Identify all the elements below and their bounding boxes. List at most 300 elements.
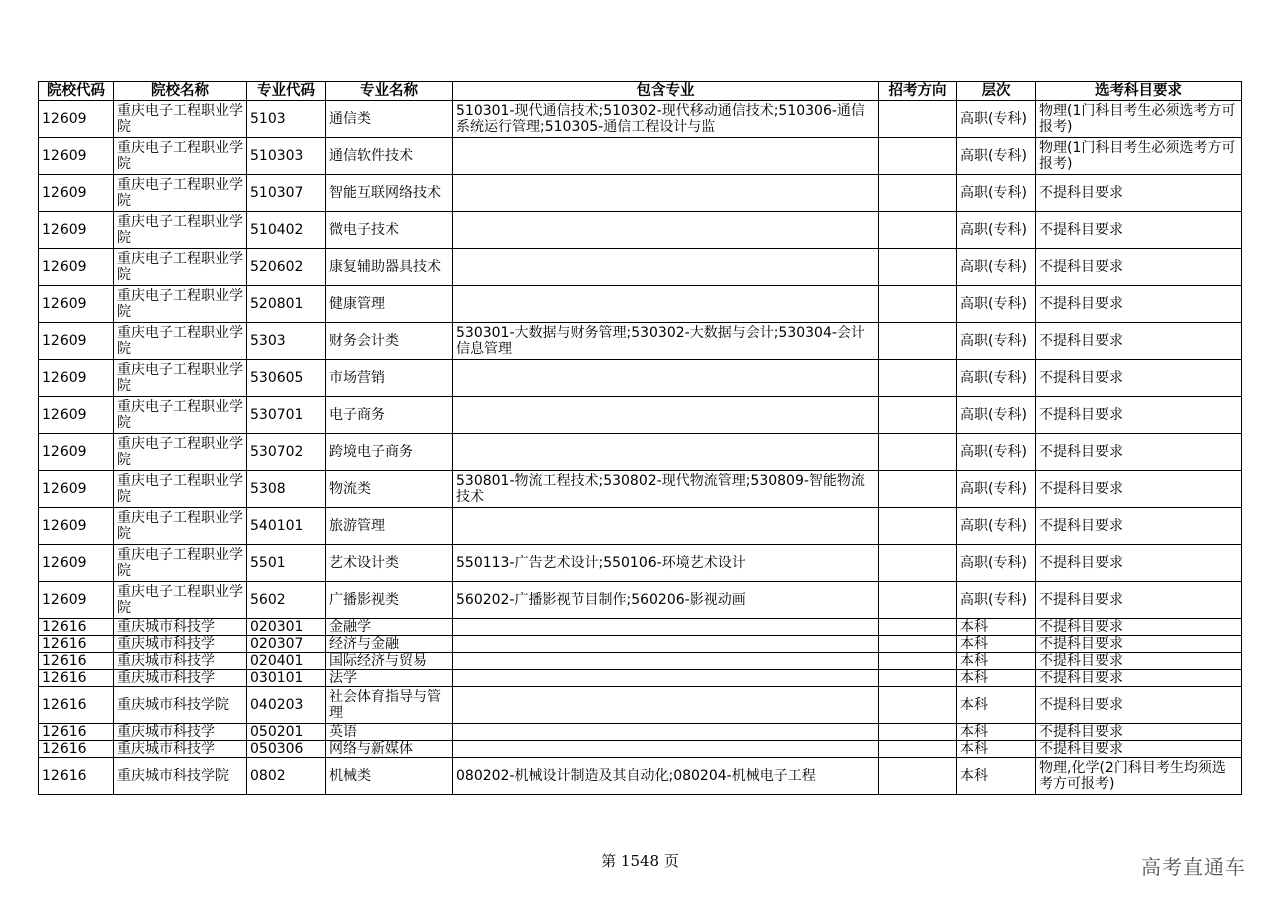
school-name-cell — [114, 286, 247, 323]
header-school-code: 院校代码 — [39, 82, 114, 101]
major-name-cell — [326, 286, 453, 323]
school-name-cell — [114, 360, 247, 397]
header-direction: 招考方向 — [879, 82, 957, 101]
major-name-text: 金融学 — [329, 619, 371, 635]
level-text: 高职(专科) — [960, 592, 1027, 608]
level-text: 高职(专科) — [960, 185, 1027, 201]
major-code-cell — [247, 434, 326, 471]
school-code-cell — [39, 249, 114, 286]
header-school-name: 院校名称 — [114, 82, 247, 101]
subject-requirement-text: 不提科目要求 — [1039, 333, 1123, 349]
school-name-text: 重庆城市科技学 — [117, 619, 215, 635]
major-name-text: 经济与金融 — [329, 636, 399, 652]
subject-requirement-text: 不提科目要求 — [1039, 518, 1123, 534]
school-code-text: 12616 — [42, 741, 87, 757]
table-row — [39, 434, 1242, 471]
included-majors-cell — [453, 545, 879, 582]
school-name-text: 重庆城市科技学 — [117, 670, 215, 686]
subject-requirement-cell — [1036, 724, 1242, 741]
school-name-text: 重庆电子工程职业学院 — [117, 362, 243, 394]
major-code-cell — [247, 249, 326, 286]
major-name-cell — [326, 653, 453, 670]
level-text: 高职(专科) — [960, 407, 1027, 423]
subject-requirement-cell — [1036, 286, 1242, 323]
table-row — [39, 653, 1242, 670]
school-name-cell — [114, 434, 247, 471]
table-row — [39, 212, 1242, 249]
watermark-text: 高考直通车 — [1141, 855, 1246, 879]
subject-requirement-text: 不提科目要求 — [1039, 481, 1123, 497]
major-name-cell — [326, 636, 453, 653]
school-code-cell — [39, 545, 114, 582]
included-majors-cell — [453, 101, 879, 138]
table-row — [39, 582, 1242, 619]
school-name-cell — [114, 138, 247, 175]
school-code-cell — [39, 687, 114, 724]
major-code-cell — [247, 471, 326, 508]
major-name-cell — [326, 212, 453, 249]
school-name-text: 重庆电子工程职业学院 — [117, 251, 243, 283]
school-code-text: 12616 — [42, 636, 87, 652]
major-name-text: 电子商务 — [329, 407, 385, 423]
included-majors-cell — [453, 175, 879, 212]
included-majors-cell — [453, 212, 879, 249]
school-name-text: 重庆城市科技学院 — [117, 697, 229, 713]
major-name-text: 法学 — [329, 670, 357, 686]
direction-cell — [879, 101, 957, 138]
school-name-cell — [114, 323, 247, 360]
direction-cell — [879, 175, 957, 212]
school-name-text: 重庆电子工程职业学院 — [117, 510, 243, 542]
subject-requirement-text: 不提科目要求 — [1039, 592, 1123, 608]
major-code-text: 510402 — [250, 222, 304, 238]
header-subject-requirement: 选考科目要求 — [1036, 82, 1242, 101]
school-name-text: 重庆电子工程职业学院 — [117, 325, 243, 357]
level-cell — [957, 582, 1036, 619]
header-major-code: 专业代码 — [247, 82, 326, 101]
major-code-text: 5602 — [250, 592, 286, 608]
table-row — [39, 545, 1242, 582]
major-code-text: 510303 — [250, 148, 304, 164]
subject-requirement-text: 不提科目要求 — [1039, 724, 1123, 740]
school-name-text: 重庆电子工程职业学院 — [117, 103, 243, 135]
school-name-cell — [114, 397, 247, 434]
table-row — [39, 724, 1242, 741]
major-name-cell — [326, 397, 453, 434]
major-code-text: 0802 — [250, 768, 286, 784]
school-name-text: 重庆电子工程职业学院 — [117, 177, 243, 209]
school-name-text: 重庆电子工程职业学院 — [117, 140, 243, 172]
major-name-cell — [326, 508, 453, 545]
school-code-text: 12609 — [42, 222, 87, 238]
direction-cell — [879, 545, 957, 582]
included-majors-cell — [453, 741, 879, 758]
included-majors-cell — [453, 360, 879, 397]
included-majors-cell — [453, 687, 879, 724]
level-cell — [957, 619, 1036, 636]
subject-requirement-text: 不提科目要求 — [1039, 741, 1123, 757]
school-name-cell — [114, 212, 247, 249]
major-code-cell — [247, 582, 326, 619]
school-name-cell — [114, 687, 247, 724]
subject-requirement-text: 不提科目要求 — [1039, 636, 1123, 652]
table-header-row — [39, 82, 1242, 101]
included-majors-text: 530801-物流工程技术;530802-现代物流管理;530809-智能物流技术 — [456, 473, 865, 505]
subject-requirement-text: 不提科目要求 — [1039, 619, 1123, 635]
school-code-text: 12616 — [42, 697, 87, 713]
major-code-cell — [247, 687, 326, 724]
major-code-text: 050306 — [250, 741, 304, 757]
direction-cell — [879, 724, 957, 741]
subject-requirement-cell — [1036, 619, 1242, 636]
subject-requirement-cell — [1036, 508, 1242, 545]
included-majors-cell — [453, 249, 879, 286]
level-cell — [957, 212, 1036, 249]
school-code-text: 12609 — [42, 407, 87, 423]
direction-cell — [879, 582, 957, 619]
major-code-text: 030101 — [250, 670, 304, 686]
major-code-text: 5501 — [250, 555, 286, 571]
school-code-text: 12616 — [42, 653, 87, 669]
major-name-text: 健康管理 — [329, 296, 385, 312]
header-level: 层次 — [957, 82, 1036, 101]
subject-requirement-cell — [1036, 471, 1242, 508]
subject-requirement-cell — [1036, 138, 1242, 175]
subject-requirement-cell — [1036, 545, 1242, 582]
level-cell — [957, 670, 1036, 687]
subject-requirement-cell — [1036, 360, 1242, 397]
school-name-cell — [114, 249, 247, 286]
direction-cell — [879, 758, 957, 795]
school-name-cell — [114, 508, 247, 545]
school-code-cell — [39, 758, 114, 795]
subject-requirement-cell — [1036, 687, 1242, 724]
table-row — [39, 249, 1242, 286]
school-code-text: 12616 — [42, 619, 87, 635]
subject-requirement-text: 不提科目要求 — [1039, 555, 1123, 571]
school-code-cell — [39, 360, 114, 397]
school-code-text: 12609 — [42, 518, 87, 534]
school-name-text: 重庆城市科技学 — [117, 653, 215, 669]
subject-requirement-text: 物理(1门科目考生必须选考方可报考) — [1039, 103, 1236, 135]
school-name-cell — [114, 582, 247, 619]
direction-cell — [879, 434, 957, 471]
included-majors-cell — [453, 434, 879, 471]
school-code-text: 12609 — [42, 148, 87, 164]
major-name-text: 微电子技术 — [329, 222, 399, 238]
table-row — [39, 741, 1242, 758]
admissions-table — [38, 81, 1242, 795]
direction-cell — [879, 286, 957, 323]
level-text: 本科 — [960, 670, 988, 686]
level-cell — [957, 138, 1036, 175]
admissions-table-container — [38, 81, 1241, 795]
subject-requirement-text: 物理,化学(2门科目考生均须选考方可报考) — [1039, 760, 1226, 792]
school-name-cell — [114, 741, 247, 758]
direction-cell — [879, 212, 957, 249]
level-text: 高职(专科) — [960, 333, 1027, 349]
school-name-text: 重庆电子工程职业学院 — [117, 436, 243, 468]
level-text: 高职(专科) — [960, 259, 1027, 275]
table-row — [39, 175, 1242, 212]
major-code-cell — [247, 545, 326, 582]
school-code-cell — [39, 471, 114, 508]
included-majors-cell — [453, 323, 879, 360]
table-row — [39, 758, 1242, 795]
school-code-cell — [39, 434, 114, 471]
major-name-cell — [326, 758, 453, 795]
major-name-text: 康复辅助器具技术 — [329, 259, 441, 275]
major-name-cell — [326, 138, 453, 175]
major-code-text: 520602 — [250, 259, 304, 275]
major-code-text: 5308 — [250, 481, 286, 497]
direction-cell — [879, 741, 957, 758]
level-cell — [957, 724, 1036, 741]
school-code-cell — [39, 670, 114, 687]
table-row — [39, 619, 1242, 636]
school-name-text: 重庆城市科技学 — [117, 724, 215, 740]
major-name-text: 艺术设计类 — [329, 555, 399, 571]
school-name-text: 重庆电子工程职业学院 — [117, 584, 243, 616]
major-code-cell — [247, 619, 326, 636]
major-code-text: 040203 — [250, 697, 304, 713]
direction-cell — [879, 508, 957, 545]
school-name-text: 重庆电子工程职业学院 — [117, 399, 243, 431]
level-text: 本科 — [960, 697, 988, 713]
level-cell — [957, 471, 1036, 508]
major-code-cell — [247, 508, 326, 545]
level-text: 高职(专科) — [960, 148, 1027, 164]
school-code-text: 12609 — [42, 185, 87, 201]
major-code-text: 530701 — [250, 407, 304, 423]
table-row — [39, 471, 1242, 508]
major-code-cell — [247, 741, 326, 758]
major-code-cell — [247, 758, 326, 795]
subject-requirement-text: 不提科目要求 — [1039, 296, 1123, 312]
subject-requirement-cell — [1036, 212, 1242, 249]
level-cell — [957, 741, 1036, 758]
level-text: 高职(专科) — [960, 518, 1027, 534]
school-name-cell — [114, 670, 247, 687]
school-code-text: 12616 — [42, 768, 87, 784]
page-number: 第 1548 页 — [601, 852, 679, 870]
level-text: 本科 — [960, 653, 988, 669]
school-code-text: 12616 — [42, 724, 87, 740]
school-code-cell — [39, 653, 114, 670]
school-name-text: 重庆电子工程职业学院 — [117, 547, 243, 579]
major-code-cell — [247, 101, 326, 138]
subject-requirement-cell — [1036, 636, 1242, 653]
major-code-cell — [247, 653, 326, 670]
level-text: 本科 — [960, 636, 988, 652]
school-name-text: 重庆电子工程职业学院 — [117, 473, 243, 505]
direction-cell — [879, 636, 957, 653]
level-text: 本科 — [960, 619, 988, 635]
subject-requirement-cell — [1036, 434, 1242, 471]
level-cell — [957, 360, 1036, 397]
subject-requirement-cell — [1036, 249, 1242, 286]
school-code-cell — [39, 582, 114, 619]
major-name-text: 社会体育指导与管理 — [329, 689, 441, 721]
subject-requirement-cell — [1036, 741, 1242, 758]
table-row — [39, 397, 1242, 434]
direction-cell — [879, 471, 957, 508]
school-code-text: 12616 — [42, 670, 87, 686]
school-name-cell — [114, 653, 247, 670]
major-name-cell — [326, 434, 453, 471]
subject-requirement-text: 不提科目要求 — [1039, 185, 1123, 201]
included-majors-text: 080202-机械设计制造及其自动化;080204-机械电子工程 — [456, 768, 816, 784]
major-code-text: 540101 — [250, 518, 304, 534]
major-name-cell — [326, 360, 453, 397]
major-code-text: 520801 — [250, 296, 304, 312]
major-code-cell — [247, 138, 326, 175]
school-code-cell — [39, 323, 114, 360]
subject-requirement-text: 物理(1门科目考生必须选考方可报考) — [1039, 140, 1236, 172]
major-name-cell — [326, 724, 453, 741]
direction-cell — [879, 360, 957, 397]
school-code-cell — [39, 724, 114, 741]
included-majors-text: 560202-广播影视节目制作;560206-影视动画 — [456, 592, 746, 608]
major-code-cell — [247, 212, 326, 249]
school-code-cell — [39, 101, 114, 138]
level-text: 本科 — [960, 768, 988, 784]
included-majors-cell — [453, 619, 879, 636]
subject-requirement-text: 不提科目要求 — [1039, 697, 1123, 713]
school-code-cell — [39, 212, 114, 249]
level-cell — [957, 249, 1036, 286]
level-cell — [957, 175, 1036, 212]
school-code-text: 12609 — [42, 111, 87, 127]
level-cell — [957, 323, 1036, 360]
school-name-text: 重庆城市科技学 — [117, 636, 215, 652]
school-name-text: 重庆城市科技学院 — [117, 768, 229, 784]
major-name-text: 旅游管理 — [329, 518, 385, 534]
major-name-cell — [326, 619, 453, 636]
level-cell — [957, 758, 1036, 795]
major-name-text: 国际经济与贸易 — [329, 653, 427, 669]
table-body — [39, 101, 1242, 795]
school-name-cell — [114, 175, 247, 212]
major-name-cell — [326, 249, 453, 286]
major-name-text: 物流类 — [329, 481, 371, 497]
level-cell — [957, 101, 1036, 138]
level-cell — [957, 653, 1036, 670]
included-majors-cell — [453, 471, 879, 508]
major-code-text: 5103 — [250, 111, 286, 127]
major-code-text: 530702 — [250, 444, 304, 460]
included-majors-cell — [453, 397, 879, 434]
subject-requirement-cell — [1036, 397, 1242, 434]
header-major-name: 专业名称 — [326, 82, 453, 101]
direction-cell — [879, 653, 957, 670]
school-code-cell — [39, 138, 114, 175]
direction-cell — [879, 323, 957, 360]
major-name-cell — [326, 741, 453, 758]
table-row — [39, 636, 1242, 653]
level-cell — [957, 687, 1036, 724]
school-code-text: 12609 — [42, 555, 87, 571]
school-name-text: 重庆城市科技学 — [117, 741, 215, 757]
table-row — [39, 138, 1242, 175]
major-name-text: 网络与新媒体 — [329, 741, 413, 757]
major-code-text: 5303 — [250, 333, 286, 349]
subject-requirement-text: 不提科目要求 — [1039, 653, 1123, 669]
major-code-cell — [247, 360, 326, 397]
subject-requirement-cell — [1036, 175, 1242, 212]
major-name-cell — [326, 582, 453, 619]
major-name-cell — [326, 323, 453, 360]
subject-requirement-cell — [1036, 101, 1242, 138]
subject-requirement-cell — [1036, 582, 1242, 619]
school-code-cell — [39, 636, 114, 653]
school-name-cell — [114, 619, 247, 636]
level-text: 高职(专科) — [960, 111, 1027, 127]
school-name-cell — [114, 545, 247, 582]
level-text: 高职(专科) — [960, 370, 1027, 386]
direction-cell — [879, 249, 957, 286]
school-code-text: 12609 — [42, 592, 87, 608]
subject-requirement-text: 不提科目要求 — [1039, 222, 1123, 238]
level-cell — [957, 545, 1036, 582]
included-majors-cell — [453, 636, 879, 653]
header-included-majors: 包含专业 — [453, 82, 879, 101]
major-name-cell — [326, 687, 453, 724]
subject-requirement-text: 不提科目要求 — [1039, 259, 1123, 275]
level-text: 本科 — [960, 741, 988, 757]
subject-requirement-cell — [1036, 323, 1242, 360]
level-text: 本科 — [960, 724, 988, 740]
major-name-text: 通信软件技术 — [329, 148, 413, 164]
major-name-cell — [326, 670, 453, 687]
school-code-cell — [39, 619, 114, 636]
included-majors-cell — [453, 758, 879, 795]
major-code-cell — [247, 397, 326, 434]
level-text: 高职(专科) — [960, 481, 1027, 497]
level-text: 高职(专科) — [960, 444, 1027, 460]
included-majors-text: 530301-大数据与财务管理;530302-大数据与会计;530304-会计信息管理 — [456, 325, 865, 357]
level-text: 高职(专科) — [960, 222, 1027, 238]
school-code-text: 12609 — [42, 296, 87, 312]
included-majors-cell — [453, 670, 879, 687]
table-row — [39, 687, 1242, 724]
major-code-cell — [247, 323, 326, 360]
subject-requirement-cell — [1036, 670, 1242, 687]
major-code-cell — [247, 286, 326, 323]
direction-cell — [879, 138, 957, 175]
major-code-cell — [247, 670, 326, 687]
included-majors-cell — [453, 138, 879, 175]
school-name-cell — [114, 636, 247, 653]
included-majors-text: 550113-广告艺术设计;550106-环境艺术设计 — [456, 555, 746, 571]
school-code-cell — [39, 175, 114, 212]
direction-cell — [879, 687, 957, 724]
included-majors-cell — [453, 653, 879, 670]
direction-cell — [879, 670, 957, 687]
direction-cell — [879, 397, 957, 434]
included-majors-cell — [453, 286, 879, 323]
level-cell — [957, 434, 1036, 471]
major-code-cell — [247, 636, 326, 653]
school-code-text: 12609 — [42, 481, 87, 497]
level-text: 高职(专科) — [960, 296, 1027, 312]
major-name-cell — [326, 101, 453, 138]
major-code-cell — [247, 724, 326, 741]
major-code-text: 530605 — [250, 370, 304, 386]
major-code-cell — [247, 175, 326, 212]
school-name-text: 重庆电子工程职业学院 — [117, 214, 243, 246]
school-code-cell — [39, 397, 114, 434]
